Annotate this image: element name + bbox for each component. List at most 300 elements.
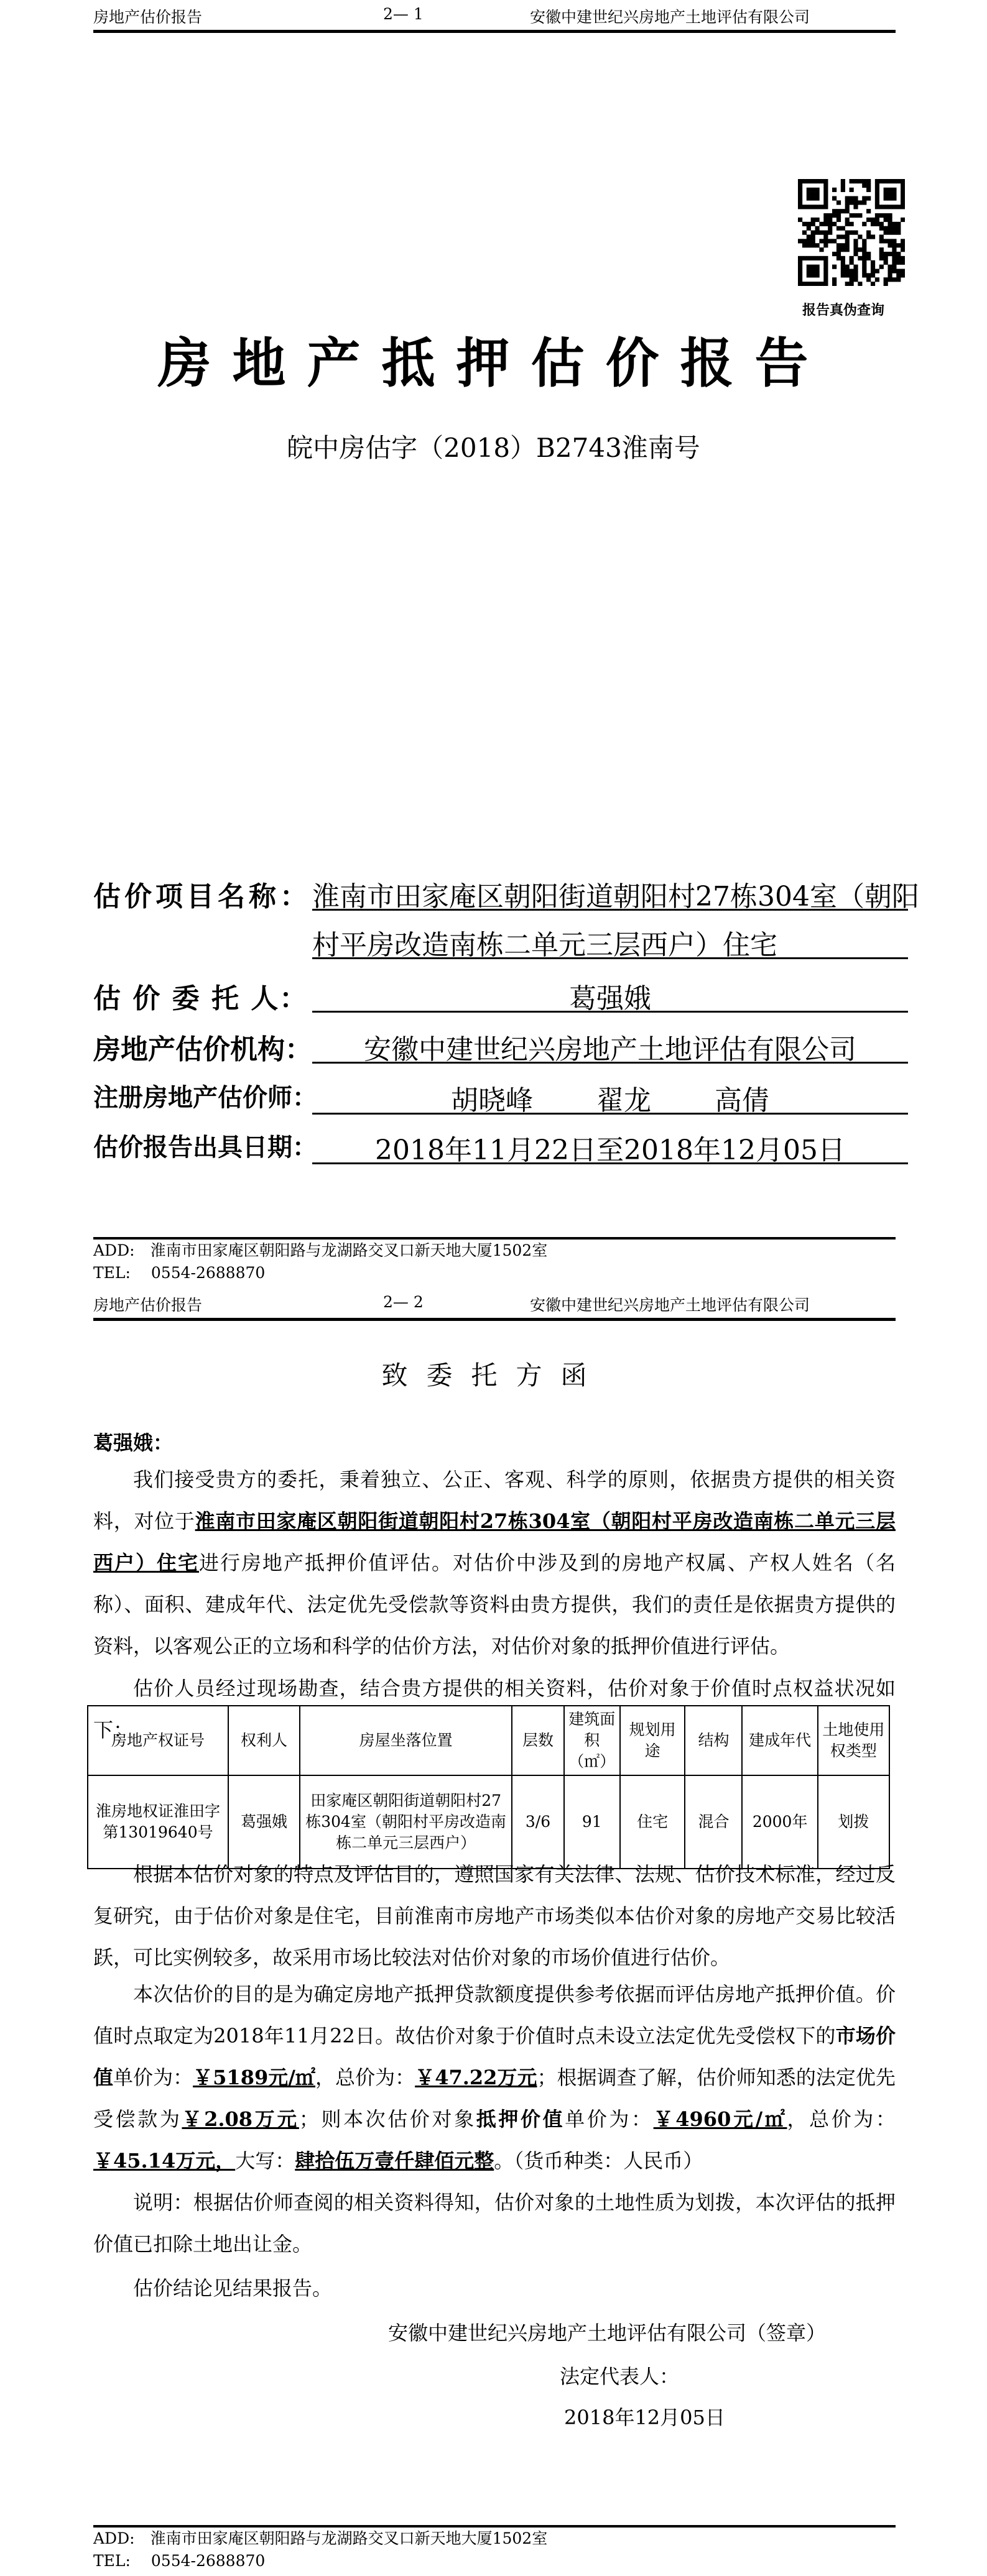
qr-module [853,231,858,235]
qr-module [798,273,802,277]
qr-module [850,222,854,226]
qr-module [901,260,905,265]
table-header: 规划用途 [620,1706,685,1775]
table-header: 房屋坐落位置 [300,1706,512,1775]
qr-module [841,247,845,252]
qr-module [819,282,823,286]
qr-module [845,200,850,205]
field-value: 安徽中建世纪兴房地产土地评估有限公司 [312,1027,908,1064]
qr-module [892,252,896,256]
qr-module [811,188,815,192]
table-cell: 葛强娥 [228,1775,300,1869]
table-header: 房地产权证号 [88,1706,228,1775]
header-company: 安徽中建世纪兴房地产土地评估有限公司 [530,8,810,26]
qr-module [862,200,866,205]
qr-module [901,269,905,273]
qr-module [836,256,841,260]
qr-module [866,188,871,192]
qr-module [845,243,850,247]
qr-module [884,196,888,201]
qr-module [862,256,866,260]
qr-module [866,231,871,235]
text: ；根据调查了解，估价师知悉的法定优先受偿款为 [93,2066,896,2131]
qr-module [832,277,836,282]
qr-module [845,231,850,235]
qr-module [901,183,905,188]
table-header: 土地使用权类型 [818,1706,889,1775]
qr-module [892,239,896,243]
qr-module [828,218,832,222]
qr-module [798,200,802,205]
qr-module [866,273,871,277]
qr-module [884,277,888,282]
text: 。（货币种类：人民币） [494,2149,703,2173]
qr-module [823,200,828,205]
qr-module [862,196,866,201]
text: 单价为： [113,2066,193,2089]
page2-footer [93,2525,896,2572]
footer-phone: TEL: 0554-2688870 [93,2552,266,2570]
qr-module [875,213,879,218]
field-value: 胡晓峰 翟龙 高倩 [312,1078,908,1115]
qr-module [828,226,832,231]
qr-module [836,247,841,252]
qr-module [858,213,862,218]
field-label: 注册房地产估价师： [93,1083,317,1112]
qr-module [798,196,802,201]
qr-module [811,234,815,239]
table-header: 建筑面积（㎡） [564,1706,620,1775]
qr-module [823,277,828,282]
footer-phone: TEL: 0554-2688870 [93,1264,266,1282]
qr-module [823,222,828,226]
qr-module [807,179,811,183]
table-cell: 淮房地权证淮田字第13019640号 [88,1775,228,1869]
qr-module [862,269,866,273]
qr-module [887,213,892,218]
qr-module [892,196,896,201]
qr-module [815,265,820,269]
qr-module [845,234,850,239]
qr-module [884,179,888,183]
qr-module [845,196,850,201]
qr-module [853,277,858,282]
qr-module [807,196,811,201]
qr-module [845,205,850,209]
qr-module [823,256,828,260]
table-cell: 3/6 [512,1775,564,1869]
page1-header [93,0,896,33]
qr-module [836,226,841,231]
qr-module [798,269,802,273]
qr-module [815,273,820,277]
qr-module [832,282,836,286]
footer-address: ADD: 淮南市田家庵区朝阳路与龙湖路交叉口新天地大厦1502室 [93,1241,548,1259]
qr-module [862,260,866,265]
qr-module [879,252,884,256]
header-company: 安徽中建世纪兴房地产土地评估有限公司 [530,1296,810,1314]
report-number: 皖中房估字（2018）B2743淮南号 [287,433,700,463]
qr-module [823,188,828,192]
qr-module [884,205,888,209]
qr-module [802,231,807,235]
qr-module [887,239,892,243]
qr-module [896,205,901,209]
qr-module [823,192,828,196]
qr-module [896,277,901,282]
qr-module [901,188,905,192]
priority-claim-amount: ￥2.08万元 [182,2107,299,2131]
header-page-number: 2— 1 [383,5,424,23]
qr-module [884,256,888,260]
qr-module [850,231,854,235]
qr-module [887,231,892,235]
qr-module [802,205,807,209]
qr-module [836,252,841,256]
qr-module [850,196,854,201]
header-doc-type: 房地产估价报告 [93,8,203,26]
qr-module [807,265,811,269]
qr-module [884,218,888,222]
qr-module [850,273,854,277]
qr-module [884,252,888,256]
qr-module [832,252,836,256]
qr-module [832,222,836,226]
qr-module [871,273,875,277]
qr-module [887,179,892,183]
amount-in-words: 肆拾伍万壹仟肆佰元整 [295,2149,494,2173]
qr-module [862,265,866,269]
qr-module [815,282,820,286]
qr-module [887,205,892,209]
qr-module [811,273,815,277]
qr-module [896,269,901,273]
qr-module [836,209,841,213]
qr-module [901,239,905,243]
qr-module [875,196,879,201]
qr-module [853,213,858,218]
qr-module [823,243,828,247]
qr-module [850,269,854,273]
paragraph-survey: 估价人员经过现场勘查，结合贵方提供的相关资料，估价对象于价值时点权益状况如下： [93,1677,896,1742]
text: ，总价为： [315,2066,415,2089]
text: 抵押价值 [476,2107,565,2131]
qr-module [858,282,862,286]
field-value: 淮南市田家庵区朝阳街道朝阳村27栋304室（朝阳 [312,874,908,911]
table-header: 权利人 [228,1706,300,1775]
qr-module [850,282,854,286]
qr-module [815,196,820,201]
property-rights-table [87,1705,890,1869]
qr-module [836,243,841,247]
qr-module [879,222,884,226]
qr-module [887,222,892,226]
qr-module [858,179,862,183]
qr-module [819,256,823,260]
qr-module [853,265,858,269]
qr-module [866,277,871,282]
qr-module [798,239,802,243]
table-cell: 田家庵区朝阳街道朝阳村27栋304室（朝阳村平房改造南栋二单元三层西户） [300,1775,512,1869]
text: ，总价为： [787,2107,896,2131]
table-header: 结构 [685,1706,742,1775]
qr-module [892,226,896,231]
qr-module [841,265,845,269]
qr-module [823,183,828,188]
qr-module [858,247,862,252]
paragraph-method: 根据本估价对象的特点及评估目的，遵照国家有关法律、法规、估价技术标准，经过反复研究，由于估价对象是住宅，目前淮南市房地产市场类似本估价对象的房地产交易比较活跃，可比实例较多，故采用市场比较法对估价对象的市场价值进行估价。 [93,1862,896,1969]
qr-module [896,252,901,256]
qr-module [836,218,841,222]
salutation: 葛强娥： [93,1431,174,1455]
qr-module [832,188,836,192]
qr-module [879,256,884,260]
qr-module [841,179,845,183]
qr-module [875,200,879,205]
qr-module [853,179,858,183]
qr-code [798,179,905,286]
header-page-number: 2— 2 [383,1293,424,1311]
qr-module [832,196,836,201]
qr-module [871,260,875,265]
field-appraisers [93,1078,908,1115]
qr-module [836,200,841,205]
qr-module [866,196,871,201]
qr-module [858,256,862,260]
qr-module [807,205,811,209]
text: 我们接受贵方的委托，秉着独立、公正、客观、科学的原则，依据贵方提供的相关资料，对位于 [93,1468,896,1533]
table-cell: 2000年 [742,1775,817,1869]
qr-module [832,213,836,218]
qr-module [871,265,875,269]
qr-module [896,273,901,277]
qr-module [896,243,901,247]
qr-module [815,226,820,231]
qr-module [901,273,905,277]
qr-module [866,234,871,239]
qr-module [845,239,850,243]
qr-module [892,277,896,282]
qr-module [871,218,875,222]
qr-module [884,192,888,196]
qr-module [811,192,815,196]
qr-module [811,265,815,269]
qr-module [875,277,879,282]
qr-module [845,222,850,226]
qr-module [853,196,858,201]
qr-module [866,252,871,256]
field-agency [93,1027,908,1064]
qr-module [819,239,823,243]
qr-module [887,192,892,196]
qr-module [841,243,845,247]
qr-module [823,234,828,239]
qr-module [892,205,896,209]
qr-module [828,231,832,235]
qr-module [884,231,888,235]
qr-module [892,260,896,265]
qr-module [815,192,820,196]
qr-module [853,273,858,277]
qr-module [892,256,896,260]
qr-module [841,188,845,192]
qr-module [866,209,871,213]
qr-module [879,205,884,209]
qr-module [845,273,850,277]
qr-module [862,243,866,247]
qr-module [807,282,811,286]
qr-module [798,265,802,269]
qr-module [892,192,896,196]
qr-module [892,231,896,235]
qr-module [853,247,858,252]
qr-module [815,243,820,247]
qr-module [819,222,823,226]
qr-module [858,234,862,239]
qr-module [845,282,850,286]
qr-module [819,231,823,235]
qr-module [853,200,858,205]
qr-module [853,239,858,243]
qr-module [850,213,854,218]
qr-module [798,179,802,183]
qr-module [901,256,905,260]
qr-module [866,218,871,222]
qr-module [875,179,879,183]
letter-title: 致委托方函 [381,1360,606,1391]
field-value: 2018年11月22日至2018年12月05日 [312,1128,908,1164]
qr-module [866,256,871,260]
qr-module [884,226,888,231]
qr-module [875,269,879,273]
qr-module [892,222,896,226]
field-label: 估价报告出具日期： [93,1133,317,1162]
qr-module [815,231,820,235]
qr-module [798,282,802,286]
qr-module [811,256,815,260]
qr-module [862,179,866,183]
qr-module [879,247,884,252]
field-project-name [93,874,919,913]
qr-module [896,260,901,265]
table-cell: 住宅 [620,1775,685,1869]
qr-module [892,269,896,273]
qr-module [815,218,820,222]
property-address: 淮南市田家庵区朝阳街道朝阳村27栋304室（朝阳村平房改造南栋二单元三层西户）住宅 [93,1509,896,1575]
qr-module [850,188,854,192]
qr-module [802,282,807,286]
qr-module [841,260,845,265]
qr-module [892,188,896,192]
qr-module [875,183,879,188]
field-label: 房地产估价机构： [93,1034,312,1065]
field-project-name-cont [93,922,908,960]
qr-module [875,188,879,192]
qr-module [823,260,828,265]
qr-module [862,273,866,277]
table-header: 层数 [512,1706,564,1775]
qr-module [862,239,866,243]
text: 市场价值 [93,2024,896,2089]
qr-module [807,188,811,192]
qr-module [901,243,905,247]
qr-module [828,222,832,226]
qr-module [879,239,884,243]
qr-module [901,218,905,222]
footer-address: ADD: 淮南市田家庵区朝阳路与龙湖路交叉口新天地大厦1502室 [93,2529,548,2547]
qr-module [871,282,875,286]
qr-module [811,282,815,286]
qr-module [798,205,802,209]
field-client [93,976,908,1013]
field-label: 估价项目名称： [93,881,311,913]
qr-module [884,260,888,265]
qr-module [815,188,820,192]
qr-module [879,213,884,218]
qr-module [853,269,858,273]
qr-module [875,218,879,222]
qr-module [845,247,850,252]
qr-module [815,269,820,273]
qr-module [802,243,807,247]
field-report-date [93,1128,908,1165]
qr-module [823,196,828,201]
qr-module [887,196,892,201]
qr-module [862,247,866,252]
report-title: 房地产抵押估价报告 [157,332,830,395]
qr-module [887,252,892,256]
qr-module [823,239,828,243]
qr-module [892,243,896,247]
qr-module [819,247,823,252]
signature-company: 安徽中建世纪兴房地产土地评估有限公司（签章） [388,2321,827,2345]
qr-module [841,256,845,260]
letter-date: 2018年12月05日 [564,2406,725,2429]
qr-module [807,234,811,239]
qr-module [884,188,888,192]
qr-module [892,179,896,183]
qr-module [802,239,807,243]
paragraph-note: 说明：根据估价师查阅的相关资料得知，估价对象的土地性质为划拨，本次评估的抵押价值已扣除土地出让金。 [93,2191,896,2256]
field-label: 估 价 委 托 人： [93,983,308,1014]
qr-module [811,239,815,243]
qr-module [862,183,866,188]
qr-module [798,260,802,265]
qr-module [875,192,879,196]
qr-module [836,234,841,239]
qr-module [819,179,823,183]
mortgage-unit-price: ￥4960元/㎡ [653,2107,787,2131]
paragraph-commission [93,1459,896,1667]
qr-module [866,183,871,188]
qr-module [862,252,866,256]
qr-module [901,205,905,209]
qr-module [887,218,892,222]
qr-module [802,179,807,183]
qr-module [841,273,845,277]
qr-module [892,247,896,252]
qr-module [850,179,854,183]
qr-module [823,231,828,235]
qr-module [811,196,815,201]
qr-module [896,179,901,183]
qr-module [896,226,901,231]
qr-module [807,273,811,277]
table-cell: 91 [564,1775,620,1869]
qr-module [841,226,845,231]
qr-module [901,179,905,183]
qr-module [807,226,811,231]
